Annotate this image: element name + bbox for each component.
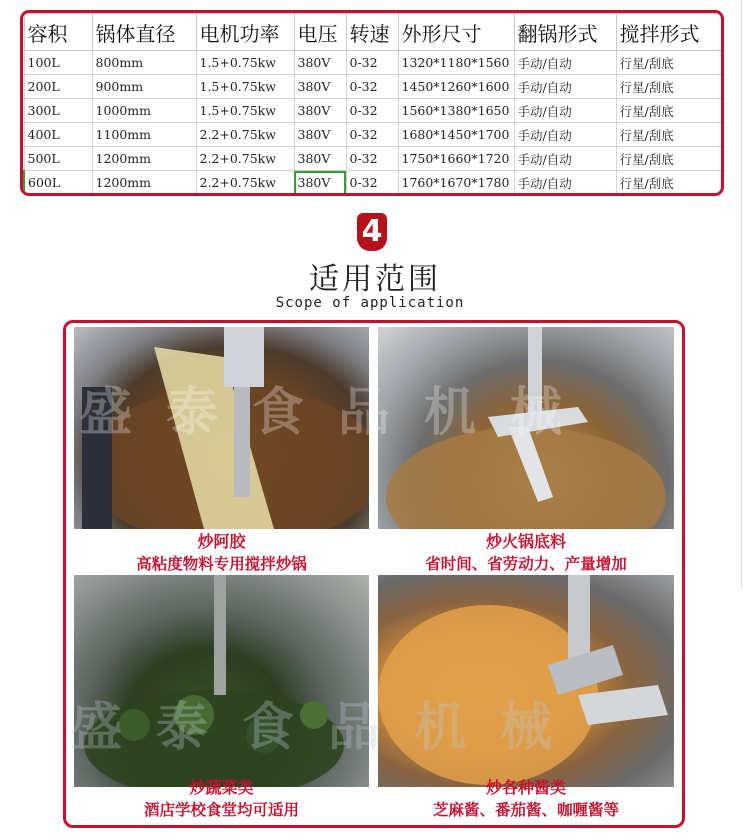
- table-cell[interactable]: 2.2+0.75kw: [196, 171, 294, 195]
- table-cell[interactable]: 1680*1450*1700: [398, 123, 514, 147]
- application-subtitle: 高粘度物料专用搅拌炒锅: [136, 555, 307, 573]
- application-caption: [378, 777, 674, 821]
- table-row: [24, 147, 722, 171]
- table-cell[interactable]: 手动/自动: [514, 75, 616, 99]
- table-cell[interactable]: 手动/自动: [514, 171, 616, 195]
- table-cell[interactable]: 500L: [24, 147, 92, 171]
- header-motor-power: 电机功率: [196, 14, 294, 51]
- table-cell[interactable]: 1750*1660*1720: [398, 147, 514, 171]
- table-row: [24, 99, 722, 123]
- application-subtitle: 省时间、省劳动力、产量增加: [425, 555, 627, 573]
- table-cell[interactable]: 2.2+0.75kw: [196, 123, 294, 147]
- header-pot-diameter: 锅体直径: [92, 14, 196, 51]
- header-stir-type: 搅拌形式: [616, 14, 722, 51]
- application-subtitle: 酒店学校食堂均可适用: [143, 801, 299, 819]
- table-row: [24, 171, 722, 195]
- table-cell[interactable]: 200L: [24, 75, 92, 99]
- table-cell[interactable]: 380V: [294, 147, 346, 171]
- table-cell[interactable]: 380V: [294, 51, 346, 75]
- header-tilt-type: 翻锅形式: [514, 14, 616, 51]
- application-subtitle: 芝麻酱、番茄酱、咖喱酱等: [432, 801, 619, 819]
- table-cell[interactable]: 0-32: [346, 123, 398, 147]
- table-cell[interactable]: 600L: [24, 171, 92, 195]
- table-cell[interactable]: 1560*1380*1650: [398, 99, 514, 123]
- table-cell[interactable]: 手动/自动: [514, 123, 616, 147]
- table-cell[interactable]: 行星/刮底: [616, 75, 722, 99]
- header-capacity: 容积: [24, 14, 92, 51]
- table-cell[interactable]: 400L: [24, 123, 92, 147]
- application-title: 炒阿胶: [197, 532, 246, 551]
- table-cell[interactable]: 1.5+0.75kw: [196, 51, 294, 75]
- application-title: 炒火锅底料: [485, 532, 566, 551]
- spec-table-header-row: [24, 14, 722, 51]
- table-cell[interactable]: 1760*1670*1780: [398, 171, 514, 195]
- spec-table-frame: [20, 10, 724, 196]
- table-cell[interactable]: 0-32: [346, 99, 398, 123]
- table-cell[interactable]: 1200mm: [92, 171, 196, 195]
- table-cell[interactable]: 300L: [24, 99, 92, 123]
- application-caption: [74, 777, 369, 821]
- table-cell[interactable]: 0-32: [346, 75, 398, 99]
- table-cell[interactable]: 手动/自动: [514, 99, 616, 123]
- table-cell[interactable]: 380V: [294, 75, 346, 99]
- section-subtitle: Scope of application: [275, 295, 465, 311]
- spec-table: [23, 13, 723, 195]
- table-cell[interactable]: 手动/自动: [514, 147, 616, 171]
- section-title: 适用范围: [309, 262, 441, 297]
- table-row: [24, 75, 722, 99]
- table-cell[interactable]: 0-32: [346, 171, 398, 195]
- table-cell[interactable]: 0-32: [346, 51, 398, 75]
- selected-table-cell[interactable]: 380V: [294, 171, 346, 195]
- table-cell[interactable]: 行星/刮底: [616, 51, 722, 75]
- table-row: [24, 51, 722, 75]
- table-cell[interactable]: 2.2+0.75kw: [196, 147, 294, 171]
- header-voltage: 电压: [294, 14, 346, 51]
- application-caption: [74, 531, 369, 575]
- table-cell[interactable]: 1.5+0.75kw: [196, 99, 294, 123]
- application-title: 炒蔬菜类: [189, 778, 254, 797]
- application-title: 炒各种酱类: [485, 778, 566, 797]
- table-cell[interactable]: 1000mm: [92, 99, 196, 123]
- header-dimensions: 外形尺寸: [398, 14, 514, 51]
- table-cell[interactable]: 380V: [294, 99, 346, 123]
- table-cell[interactable]: 100L: [24, 51, 92, 75]
- table-cell[interactable]: 900mm: [92, 75, 196, 99]
- table-cell[interactable]: 1320*1180*1560: [398, 51, 514, 75]
- table-cell[interactable]: 1.5+0.75kw: [196, 75, 294, 99]
- table-cell[interactable]: 800mm: [92, 51, 196, 75]
- header-speed: 转速: [346, 14, 398, 51]
- table-cell[interactable]: 行星/刮底: [616, 99, 722, 123]
- watermark: 盛泰食品机械: [80, 382, 597, 443]
- table-cell[interactable]: 行星/刮底: [616, 147, 722, 171]
- table-cell[interactable]: 行星/刮底: [616, 171, 722, 195]
- table-cell[interactable]: 0-32: [346, 147, 398, 171]
- table-cell[interactable]: 1200mm: [92, 147, 196, 171]
- watermark: 盛泰食品机械: [70, 697, 587, 758]
- table-cell[interactable]: 手动/自动: [514, 51, 616, 75]
- table-cell[interactable]: 380V: [294, 123, 346, 147]
- table-cell[interactable]: 行星/刮底: [616, 123, 722, 147]
- table-row: [24, 123, 722, 147]
- table-cell[interactable]: 1450*1260*1600: [398, 75, 514, 99]
- application-caption: [378, 531, 674, 575]
- table-cell[interactable]: 1100mm: [92, 123, 196, 147]
- section-number-badge: 4: [357, 213, 387, 251]
